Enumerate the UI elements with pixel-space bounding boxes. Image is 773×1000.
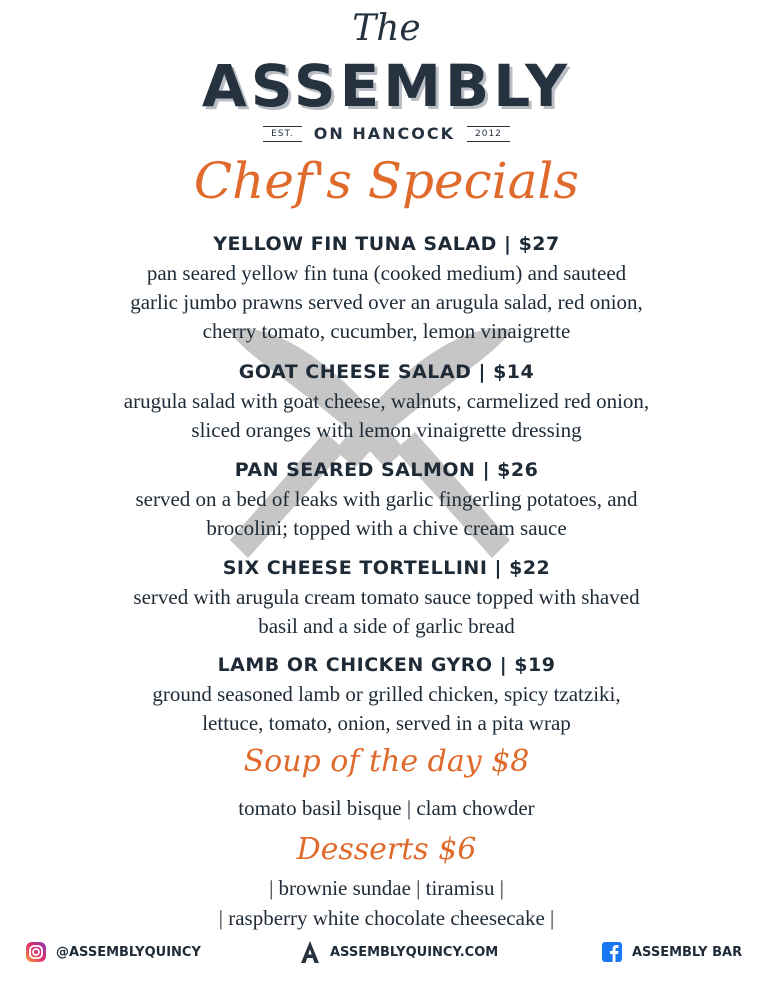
separator: | [494,557,510,579]
menu-item-heading [0,233,773,255]
soup-options: tomato basil bisque | clam chowder [238,796,535,820]
separator: | [504,233,519,255]
menu-item-heading [0,361,773,383]
menu-item-heading [0,654,773,676]
assembly-a-icon [298,940,322,964]
facebook-icon [600,940,624,964]
menu-item-description [0,485,773,543]
menu-item [0,459,773,543]
description-line: served on a bed of leaks with garlic fingerling potatoes, and [135,487,638,511]
description-line: served with arugula cream tomato sauce topped with shaved [133,585,640,609]
menu-item-description [0,259,773,346]
menu-item-name: SIX CHEESE TORTELLINI [222,557,488,579]
menu-item-name: GOAT CHEESE SALAD [238,361,472,383]
logo-year: 2012 [467,126,510,142]
website-link[interactable] [298,940,498,964]
description-line: basil and a side of garlic bread [258,614,515,638]
dessert-options-line: | raspberry white chocolate cheesecake | [218,906,555,930]
logo-est: EST. [263,126,302,142]
instagram-link[interactable] [24,940,201,964]
desserts-heading: Desserts $6 [296,832,477,867]
logo-the: The [352,8,421,49]
menu-item-price: $26 [497,459,539,481]
menu-item-heading [0,557,773,579]
separator: | [482,459,498,481]
soup-heading: Soup of the day $8 [243,744,530,779]
menu-item [0,361,773,445]
description-line: cherry tomato, cucumber, lemon vinaigrette [202,319,571,343]
logo-subline [0,124,773,143]
menu-item-price: $19 [514,654,556,676]
facebook-name: ASSEMBLY BAR [632,944,743,960]
description-line: sliced oranges with lemon vinaigrette dressing [191,418,582,442]
instagram-icon [24,940,48,964]
menu-item-description [0,583,773,641]
menu-item-name: YELLOW FIN TUNA SALAD [213,233,497,255]
menu-item-price: $27 [518,233,560,255]
menu-item-price: $22 [509,557,551,579]
menu-item-description [0,387,773,445]
description-line: arugula salad with goat cheese, walnuts, carmelized red onion, [123,389,650,413]
page-title: Chef's Specials [193,152,580,210]
description-line: lettuce, tomato, onion, served in a pita wrap [202,711,571,735]
menu-item-name: LAMB OR CHICKEN GYRO [217,654,493,676]
description-line: ground seasoned lamb or grilled chicken, spicy tzatziki, [152,682,621,706]
separator: | [499,654,515,676]
menu-item [0,557,773,641]
logo-location: ON HANCOCK [313,124,455,143]
description-line: brocolini; topped with a chive cream sauce [206,516,567,540]
facebook-link[interactable] [600,940,742,964]
logo-name: ASSEMBLY [201,52,572,120]
menu-item-price: $14 [493,361,535,383]
menu-item-description [0,680,773,738]
menu-item-name: PAN SEARED SALMON [234,459,476,481]
footer [0,940,773,972]
dessert-options-line: | brownie sundae | tiramisu | [269,876,504,900]
description-line: pan seared yellow fin tuna (cooked medium) and sauteed [146,261,627,285]
menu-item [0,233,773,346]
menu-item [0,654,773,738]
description-line: garlic jumbo prawns served over an arugula salad, red onion, [130,290,643,314]
separator: | [478,361,494,383]
instagram-handle: @ASSEMBLYQUINCY [56,944,201,960]
website-url: ASSEMBLYQUINCY.COM [330,944,499,960]
menu-item-heading [0,459,773,481]
